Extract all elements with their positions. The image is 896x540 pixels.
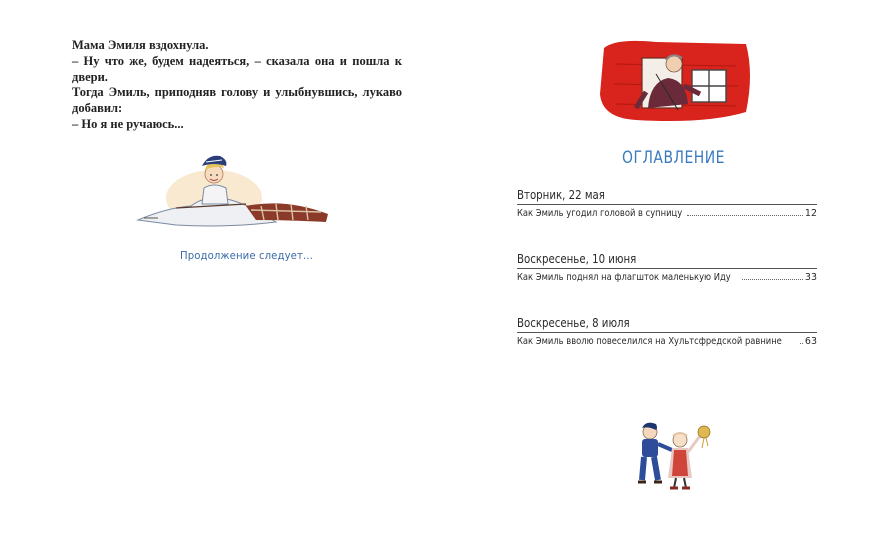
toc-date: Вторник, 22 мая	[517, 188, 605, 202]
to-be-continued-note: Продолжение следует...	[180, 249, 313, 262]
toc-entry[interactable]	[517, 204, 817, 223]
toc-page-number: 63	[804, 336, 817, 347]
emil-in-bed-illustration	[136, 148, 336, 228]
man-at-window-illustration	[596, 34, 756, 126]
paragraph: – Ну что же, будем надеяться, – сказала она и пошла к двери.	[72, 53, 402, 84]
story-text	[72, 38, 402, 133]
paragraph: Мама Эмиля вздохнула.	[72, 38, 209, 52]
dot-leader	[800, 343, 803, 344]
dot-leader	[687, 215, 803, 216]
toc-page-number: 12	[804, 208, 817, 219]
toc-entry[interactable]	[517, 332, 817, 351]
toc-entry-title: Как Эмиль угодил головой в супницу	[517, 208, 683, 219]
toc-section	[517, 314, 817, 351]
right-page	[448, 0, 896, 540]
dot-leader	[742, 279, 803, 280]
paragraph: – Но я не ручаюсь...	[72, 116, 184, 131]
toc-section	[517, 186, 817, 223]
table-of-contents	[517, 186, 817, 378]
toc-page-number: 33	[804, 272, 817, 283]
toc-date: Воскресенье, 10 июня	[517, 252, 637, 266]
toc-title: ОГЛАВЛЕНИЕ	[622, 148, 725, 168]
toc-entry[interactable]	[517, 268, 817, 287]
emil-and-ida-illustration	[628, 418, 718, 498]
toc-section	[517, 250, 817, 287]
toc-entry-title: Как Эмиль вволю повеселился на Хультсфредской равнине	[517, 336, 782, 347]
toc-date: Воскресенье, 8 июля	[517, 316, 630, 330]
toc-entry-title: Как Эмиль поднял на флагшток маленькую Иду	[517, 272, 731, 283]
paragraph: Тогда Эмиль, приподняв голову и улыбнувшись, лукаво добавил:	[72, 85, 402, 116]
